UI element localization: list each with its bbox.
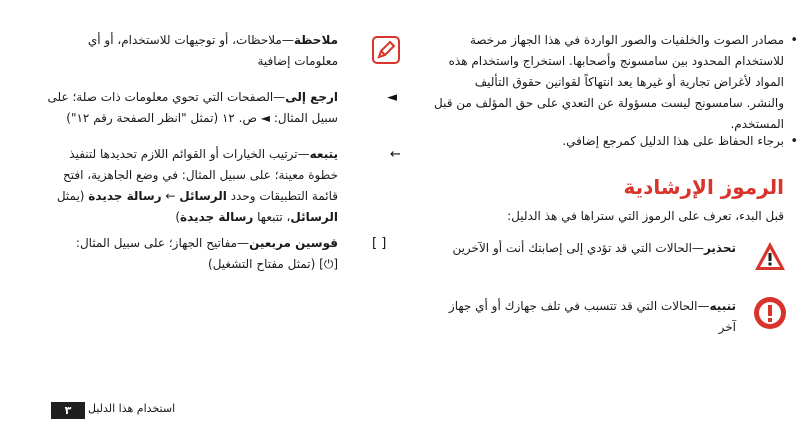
sequence-term: يتبعه [309,147,338,161]
note-icon [372,36,400,64]
square-brackets-icon: [ ] [372,236,387,251]
sequence-bold: الرسائل [179,189,227,203]
intro-text: قبل البدء، تعرف على الرموز التي ستراها في هذ الدليل: [507,209,784,223]
reference-term: ارجع إلى [285,90,338,104]
reference-definition [46,87,338,129]
caution-desc: —الحالات التي قد تتسبب في تلف جهازك أو أي جهاز آخر [448,299,736,334]
warning-definition [436,238,736,259]
bullet-dot: • [790,134,798,149]
brackets-example: [⏻] (تمثل مفتاح التشغيل) [208,257,338,271]
bullet-dot: • [790,33,798,48]
bullet-keep-manual: برجاء الحفاظ على هذا الدليل كمرجع إضافي. [562,134,784,148]
warning-term: تحذير [703,241,736,255]
sequence-desc: —ترتيب الخيارات أو القوائم اللازم تحديدها لتنفيذ خطوة معينة؛ على سبيل المثال: في وضع الجاهزية، افتح قائمة التطبيقات وحدد [63,147,338,203]
brackets-definition [46,233,338,275]
caution-definition [436,296,736,338]
brackets-term: قوسين مربعين [249,236,338,250]
brackets-desc: —مفاتيح الجهاز؛ على سبيل المثال: [75,236,250,250]
sequence-desc: ، تتبعها [253,210,291,224]
reference-arrow-icon: ◄ [387,90,397,105]
sequence-bold: رسالة جديدة [88,189,162,203]
footer-section-title: استخدام هذا الدليل [88,402,176,415]
sequence-arrow-icon: ← [390,147,401,162]
caution-icon [753,296,787,330]
note-desc: —ملاحظات، أو توجيهات للاستخدام، أو أي معلومات إضافية [87,33,338,68]
caution-term: تنبيه [709,299,736,313]
bullet-copyright: مصادر الصوت والخلفيات والصور الواردة في هذا الجهاز مرخصة للاستخدام المحدود بين سامسونج وأصحابها. استخراج واستخدام هذه المواد لأغراض تجارية أو غيرها يعد انتهاكاً لقوانين حقوق التأليف والنشر. سامسونج ليست مسؤولة عن التعدي على حق المؤلف من قبل المستخدم. [434,33,784,131]
note-term: ملاحظة [293,33,338,47]
section-heading: الرموز الإرشادية [623,175,784,199]
warning-desc: —الحالات التي قد تؤدي إلى إصابتك أنت أو الآخرين [452,241,704,255]
reference-desc: —الصفحات التي تحوي معلومات ذات صلة؛ على سبيل المثال: ◄ ص. ١٢ (تمثل "انظر الصفحة رقم ١٢") [47,90,338,125]
sequence-definition [46,144,338,228]
warning-icon [753,240,787,272]
sequence-bold: رسالة جديدة [180,210,254,224]
sequence-desc: ) [175,210,181,224]
sequence-desc: (يمثل [56,189,89,203]
sequence-arrow: ← [161,189,180,203]
note-definition [46,30,338,72]
page-number: ٣ [51,402,85,419]
sequence-bold: الرسائل [290,210,338,224]
